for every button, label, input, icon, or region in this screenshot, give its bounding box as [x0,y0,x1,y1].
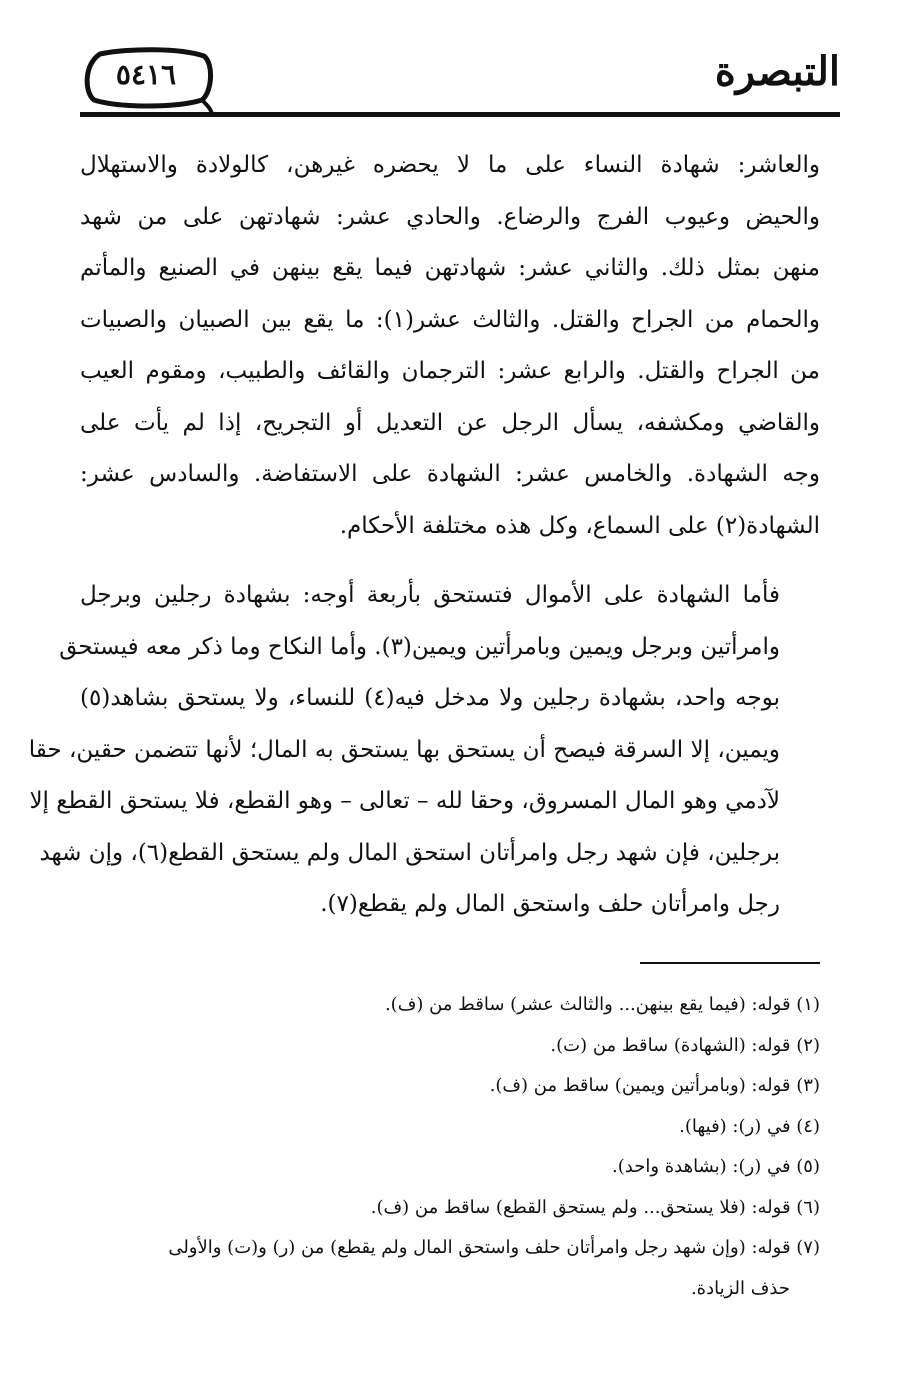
text-line: برجلين، فإن شهد رجل وامرأتان استحق المال ولم يستحق القطع(٦)، وإن شهد [39,839,780,866]
footnotes [80,985,820,1309]
text-line: والعاشر: شهادة النساء على ما لا يحضره غيرهن، كالولادة والاستهلال [80,152,820,178]
text-line: من الجراح والقتل. والرابع عشر: الترجمان والقائف والطبيب، ومقوم العيب [80,358,820,384]
text-line: فأما الشهادة على الأموال فتستحق بأربعة أوجه: بشهادة رجلين وبرجل [80,582,780,608]
text-line: الشهادة(٢) على السماع، وكل هذه مختلفة الأحكام. [339,512,820,539]
text-line: وامرأتين وبرجل ويمين وبامرأتين ويمين(٣). وأما النكاح وما ذكر معه فيستحق [59,633,780,660]
footnote-item: (٤) في (ر): (فيها). [679,1115,820,1137]
text-line: ويمين، إلا السرقة فيصح أن يستحق بها يستحق به المال؛ لأنها تتضمن حقين، حقا [28,736,780,763]
footnote-item: (٢) قوله: (الشهادة) ساقط من (ت). [550,1034,820,1056]
header-rule [80,112,840,117]
paragraph-2 [28,570,820,931]
text-line: رجل وامرأتان حلف واستحق المال ولم يقطع(٧). [320,891,780,917]
footnote-separator [640,962,820,964]
footnote-item: (٧) قوله: (وإن شهد رجل وامرأتان حلف واستحق المال ولم يقطع) من (ر) و(ت) والأولى [168,1237,820,1258]
footnote-item: (١) قوله: (فيما يقع بينهن... والثالث عشر) ساقط من (ف). [384,994,820,1015]
text-line: والحمام من الجراح والقتل. والثالث عشر(١): ما يقع بين الصبيان والصبيات [80,306,820,333]
main-text [28,140,820,931]
text-line: بوجه واحد، بشهادة رجلين ولا مدخل فيه(٤) للنساء، ولا يستحق بشاهد(٥) [80,685,780,711]
paragraph-1 [80,140,820,552]
page-header [80,40,840,130]
text-line: وجه الشهادة. والخامس عشر: الشهادة على الاستفاضة. والسادس عشر: [80,461,820,487]
page-number: ٥٤١٦ [115,58,177,91]
footnote-item: (٥) في (ر): (بشاهدة واحد). [612,1156,820,1177]
page-number-badge [80,46,212,108]
text-line: والحيض وعيوب الفرج والرضاع. والحادي عشر: شهادتهن على من شهد [80,203,820,230]
text-line: والقاضي ومكشفه، يسأل الرجل عن التعديل أو التجريح، إذا لم يأت على [80,409,820,436]
footnote-continuation: حذف الزيادة. [690,1277,790,1299]
text-line: منهن بمثل ذلك. والثاني عشر: شهادتهن فيما يقع بينهن في الصنيع والمأتم [80,255,820,281]
book-title-logo: التبصرة [714,48,840,95]
footnote-item: (٦) قوله: (فلا يستحق... ولم يستحق القطع) ساقط من (ف). [370,1196,820,1218]
text-line: لآدمي وهو المال المسروق، وحقا لله – تعالى – وهو القطع، فلا يستحق القطع إلا [29,788,780,814]
footnote-item: (٣) قوله: (وبامرأتين ويمين) ساقط من (ف). [489,1075,820,1096]
